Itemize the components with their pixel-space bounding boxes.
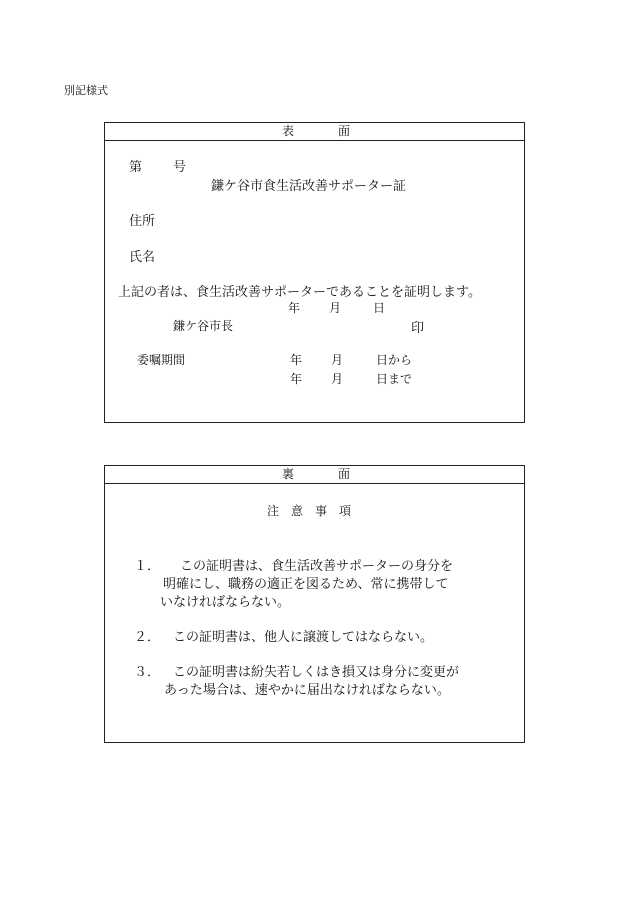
notice-item-line: いなければならない。 <box>160 595 291 610</box>
term-label: 委嘱期間 <box>137 353 186 367</box>
term-to-month: 月 <box>331 372 344 386</box>
number-prefix: 第 <box>129 160 143 175</box>
front-header-right: 面 <box>338 124 351 138</box>
seal-mark: 印 <box>411 321 425 336</box>
notice-item-number: ２． <box>134 630 161 645</box>
number-suffix: 号 <box>173 160 187 175</box>
term-from-year: 年 <box>290 353 303 367</box>
notice-item-line: 明確にし、職務の適正を図るため、常に携帯して <box>163 577 449 592</box>
back-header-left: 裏 <box>282 467 295 481</box>
mayor-title: 鎌ケ谷市長 <box>173 319 234 333</box>
issue-day: 日 <box>373 301 386 315</box>
term-from-day: 日から <box>376 353 413 367</box>
issue-month: 月 <box>329 301 342 315</box>
notice-item-line: この証明書は、他人に譲渡してはならない。 <box>173 630 434 645</box>
front-header <box>105 123 524 141</box>
notice-item-line: あった場合は、速やかに届出なければならない。 <box>164 683 450 698</box>
card-back <box>104 465 525 743</box>
term-to-day: 日まで <box>376 372 413 386</box>
notice-item-line: この証明書は紛失若しくはき損又は身分に変更が <box>173 665 460 680</box>
card-front <box>104 122 525 423</box>
issue-year: 年 <box>288 301 301 315</box>
card-title: 鎌ケ谷市食生活改善サポーター証 <box>211 179 407 194</box>
back-header-right: 面 <box>338 467 351 481</box>
certify-text: 上記の者は、食生活改善サポーターであることを証明します。 <box>118 285 481 300</box>
address-label: 住所 <box>129 214 156 229</box>
name-label: 氏名 <box>129 250 156 265</box>
notice-item-number: ３． <box>134 665 161 680</box>
front-header-left: 表 <box>282 124 295 138</box>
term-from-month: 月 <box>331 353 344 367</box>
document-form-label: 別記様式 <box>64 84 108 97</box>
notice-item-number: １． <box>134 559 161 574</box>
back-header <box>105 466 524 484</box>
term-to-year: 年 <box>290 372 303 386</box>
notice-item-line: この証明書は、食生活改善サポーターの身分を <box>180 559 454 574</box>
notice-title: 注 意 事 項 <box>267 504 352 518</box>
